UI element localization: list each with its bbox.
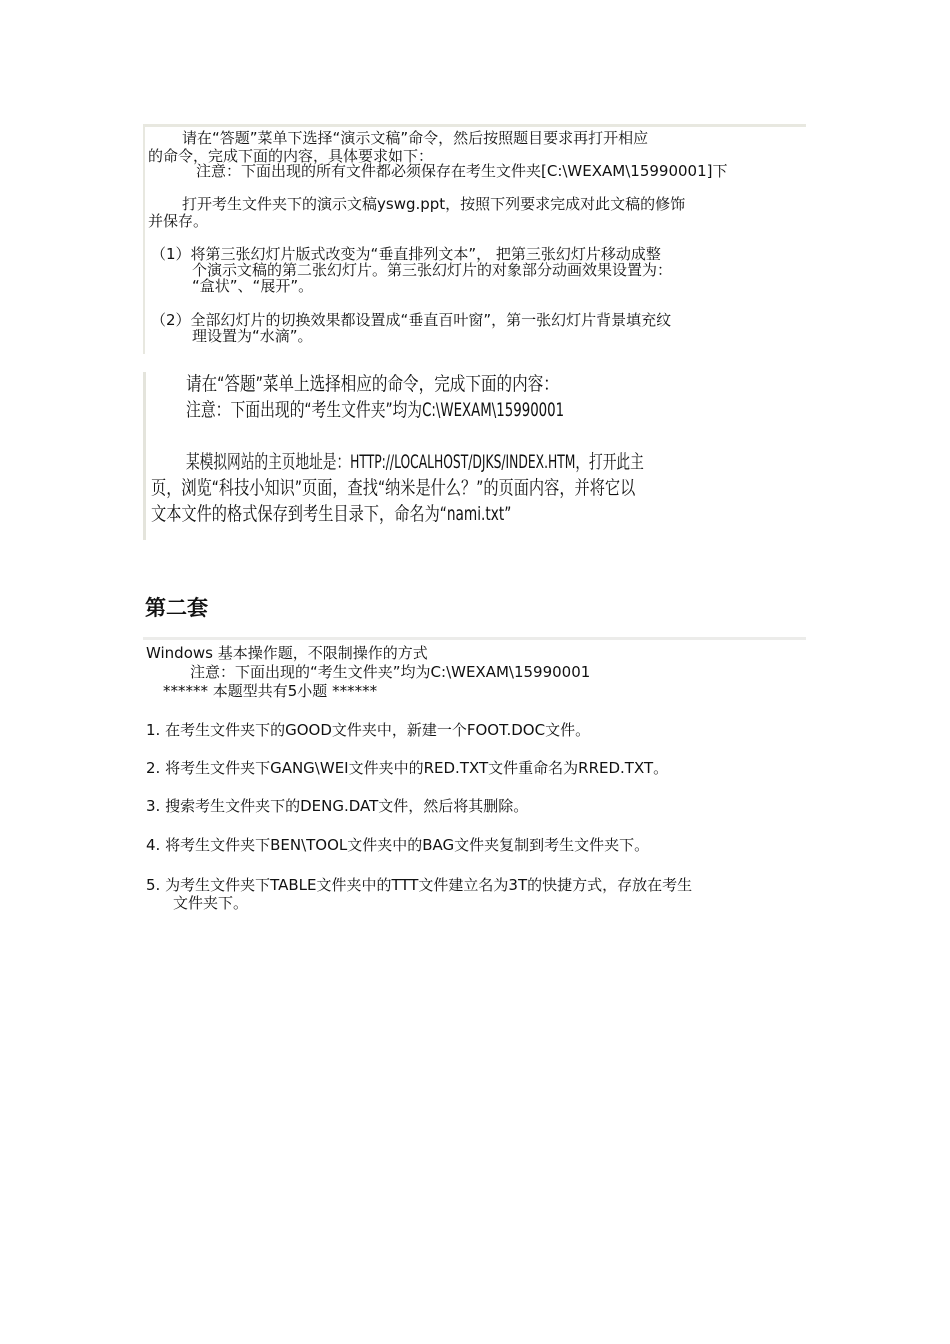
windows-intro-line: 注意：下面出现的“考生文件夹”均为C:\WEXAM\15990001 <box>190 663 591 681</box>
windows-intro-line: Windows 基本操作题，不限制操作的方式 <box>146 644 428 662</box>
ppt-task-line: 的命令，完成下面的内容，具体要求如下： <box>148 147 434 165</box>
windows-intro-line: ****** 本题型共有5小题 ****** <box>163 682 378 700</box>
web-task-line: 注意：下面出现的“考生文件夹”均为C:\WEXAM\15990001 <box>186 399 565 421</box>
web-task-line: 请在“答题”菜单上选择相应的命令，完成下面的内容： <box>186 373 559 395</box>
list-item: 4. 将考生文件夹下BEN\TOOL文件夹中的BAG文件夹复制到考生文件夹下。 <box>146 836 650 854</box>
web-task-line: 页，浏览“科技小知识”页面，查找“纳米是什么？”的页面内容，并将它以 <box>151 477 636 499</box>
section-heading: 第二套 <box>145 596 208 620</box>
ppt-task-line: 理设置为“水滴”。 <box>192 327 313 345</box>
web-task-line: 某模拟网站的主页地址是：HTTP://LOCALHOST/DJKS/INDEX.HTM，打开此主 <box>186 451 644 473</box>
list-item: 3. 搜索考生文件夹下的DENG.DAT文件，然后将其删除。 <box>146 797 529 815</box>
ppt-task-line: 打开考生文件夹下的演示文稿yswg.ppt，按照下列要求完成对此文稿的修饰 <box>182 195 686 213</box>
list-item: 1. 在考生文件夹下的GOOD文件夹中，新建一个FOOT.DOC文件。 <box>146 721 591 739</box>
list-item: 2. 将考生文件夹下GANG\WEI文件夹中的RED.TXT文件重命名为RRED.TXT。 <box>146 759 669 777</box>
ppt-task-line: “盒状”、“展开”。 <box>192 277 314 295</box>
ppt-task-line: （1）将第三张幻灯片版式改变为“垂直排列文本”， 把第三张幻灯片移动成整 <box>151 245 661 263</box>
ppt-task-block <box>143 124 806 354</box>
ppt-task-line: 个演示文稿的第二张幻灯片。第三张幻灯片的对象部分动画效果设置为： <box>192 261 673 279</box>
ppt-task-line: 并保存。 <box>148 212 209 230</box>
ppt-task-line: （2）全部幻灯片的切换效果都设置成“垂直百叶窗”，第一张幻灯片背景填充纹 <box>151 311 672 329</box>
ppt-task-line: 请在“答题”菜单下选择“演示文稿”命令，然后按照题目要求再打开相应 <box>182 129 649 147</box>
ppt-task-line: 注意：下面出现的所有文件都必须保存在考生文件夹[C:\WEXAM\15990001]下 <box>196 162 728 180</box>
list-item-continuation: 文件夹下。 <box>173 894 249 912</box>
list-item: 5. 为考生文件夹下TABLE文件夹中的TTT文件建立名为3T的快捷方式，存放在考生 <box>146 876 693 894</box>
windows-task-block <box>143 637 806 922</box>
web-task-line: 文本文件的格式保存到考生目录下，命名为“nami.txt” <box>151 503 512 525</box>
web-task-block <box>143 372 806 540</box>
